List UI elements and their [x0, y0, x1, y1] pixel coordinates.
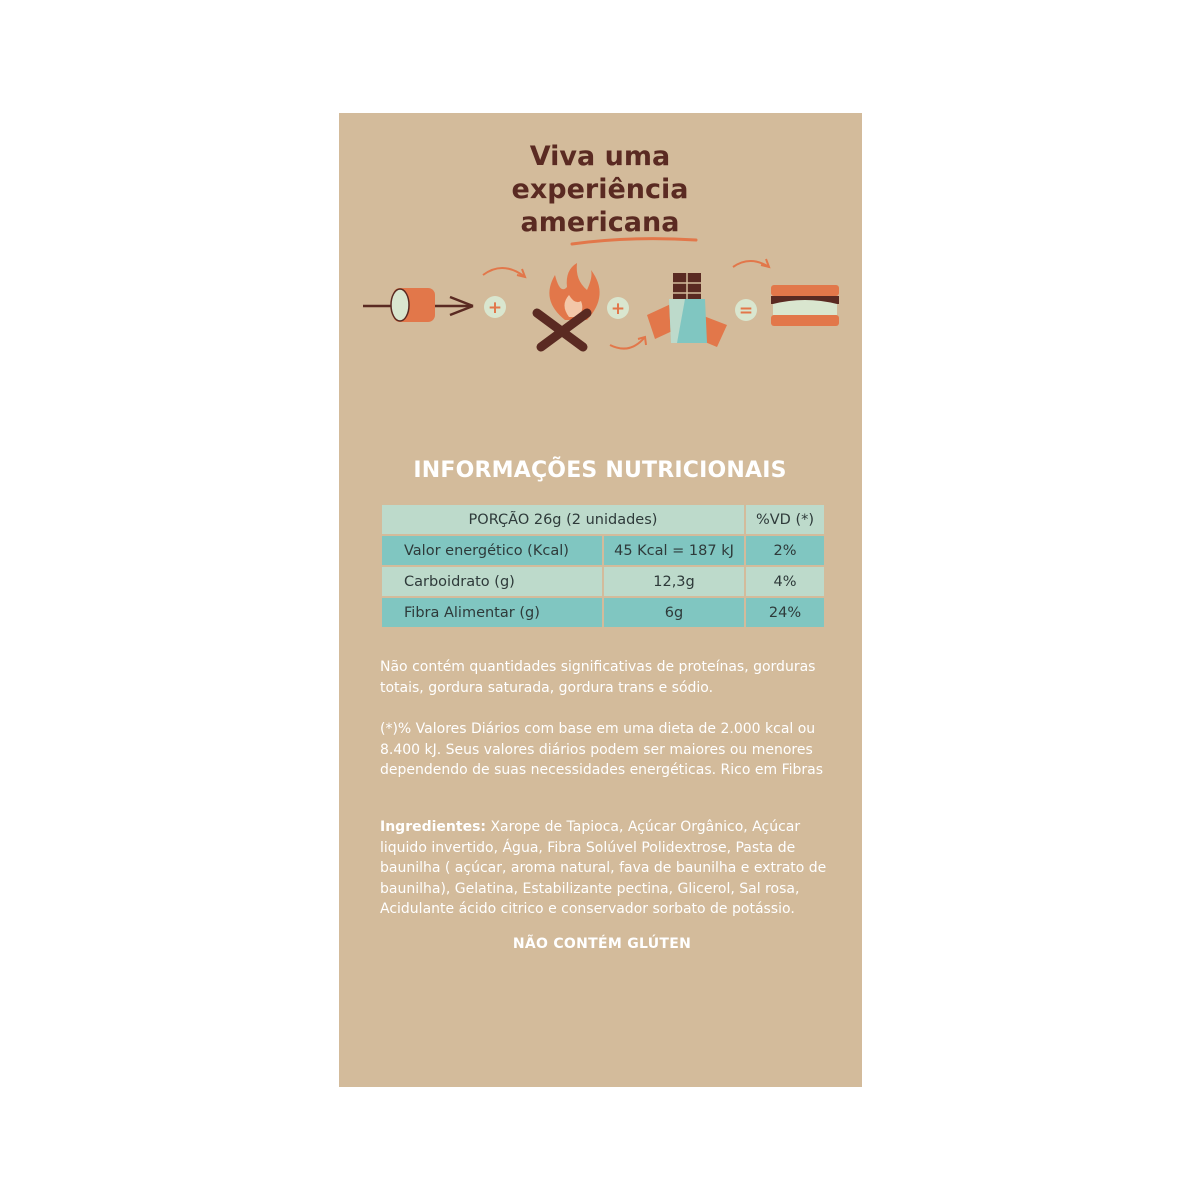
not-contain-note: Não contém quantidades significativas de proteínas, gorduras totais, gordura saturada, gordura trans e sódio. [380, 659, 816, 696]
smore-recipe-illustration [355, 255, 855, 365]
table-header-row [381, 504, 825, 535]
equals-sign: = [738, 301, 754, 321]
gluten-free-label: NÃO CONTÉM GLÚTEN [512, 936, 692, 952]
headline-line-3: americana [520, 207, 680, 238]
chocolate-icon [647, 273, 727, 347]
row-value: 6g [603, 597, 745, 628]
plus-sign-1: + [487, 298, 503, 318]
campfire-icon [537, 263, 600, 347]
marshmallow-stick-icon [363, 288, 473, 322]
headline-underline [570, 234, 700, 248]
equals-icon [735, 299, 757, 321]
row-label: Fibra Alimentar (g) [381, 597, 603, 628]
table-row [381, 535, 825, 566]
plus-icon [607, 297, 629, 319]
portion-header: PORÇÃO 26g (2 unidades) [381, 504, 745, 535]
ingredients-text: Xarope de Tapioca, Açúcar Orgânico, Açúcar liquido invertido, Água, Fibra Solúvel Polidextrose, Pasta de baunilha ( açúcar, aroma natural, fava de baunilha e extrato de baunilha), Gelatina, Estabilizante pectina, Glicerol, Sal rosa, Acidulante ácido citrico e conservador sorbato de potássio. [380, 819, 827, 917]
plus-icon [484, 296, 506, 318]
nutrition-title: INFORMAÇÕES NUTRICIONAIS [413, 458, 787, 483]
smore-icon [771, 285, 839, 326]
vd-header: %VD (*) [745, 504, 825, 535]
headline-line-1: Viva uma [529, 141, 671, 172]
table-row [381, 597, 825, 628]
headline [0, 140, 1200, 239]
row-label: Carboidrato (g) [381, 566, 603, 597]
row-label: Valor energético (Kcal) [381, 535, 603, 566]
ingredients-note [380, 817, 830, 920]
row-value: 12,3g [603, 566, 745, 597]
row-vd: 4% [745, 566, 825, 597]
ingredients-label: Ingredientes: [380, 819, 486, 835]
table-row [381, 566, 825, 597]
daily-values-note: (*)% Valores Diários com base em uma dieta de 2.000 kcal ou 8.400 kJ. Seus valores diários podem ser maiores ou menores dependendo de suas necessidades energéticas. Rico em Fibras [380, 721, 824, 778]
row-vd: 2% [745, 535, 825, 566]
row-value: 45 Kcal = 187 kJ [603, 535, 745, 566]
plus-sign-2: + [610, 299, 626, 319]
row-vd: 24% [745, 597, 825, 628]
nutrition-table [380, 503, 826, 629]
headline-line-2: experiência [511, 174, 689, 205]
